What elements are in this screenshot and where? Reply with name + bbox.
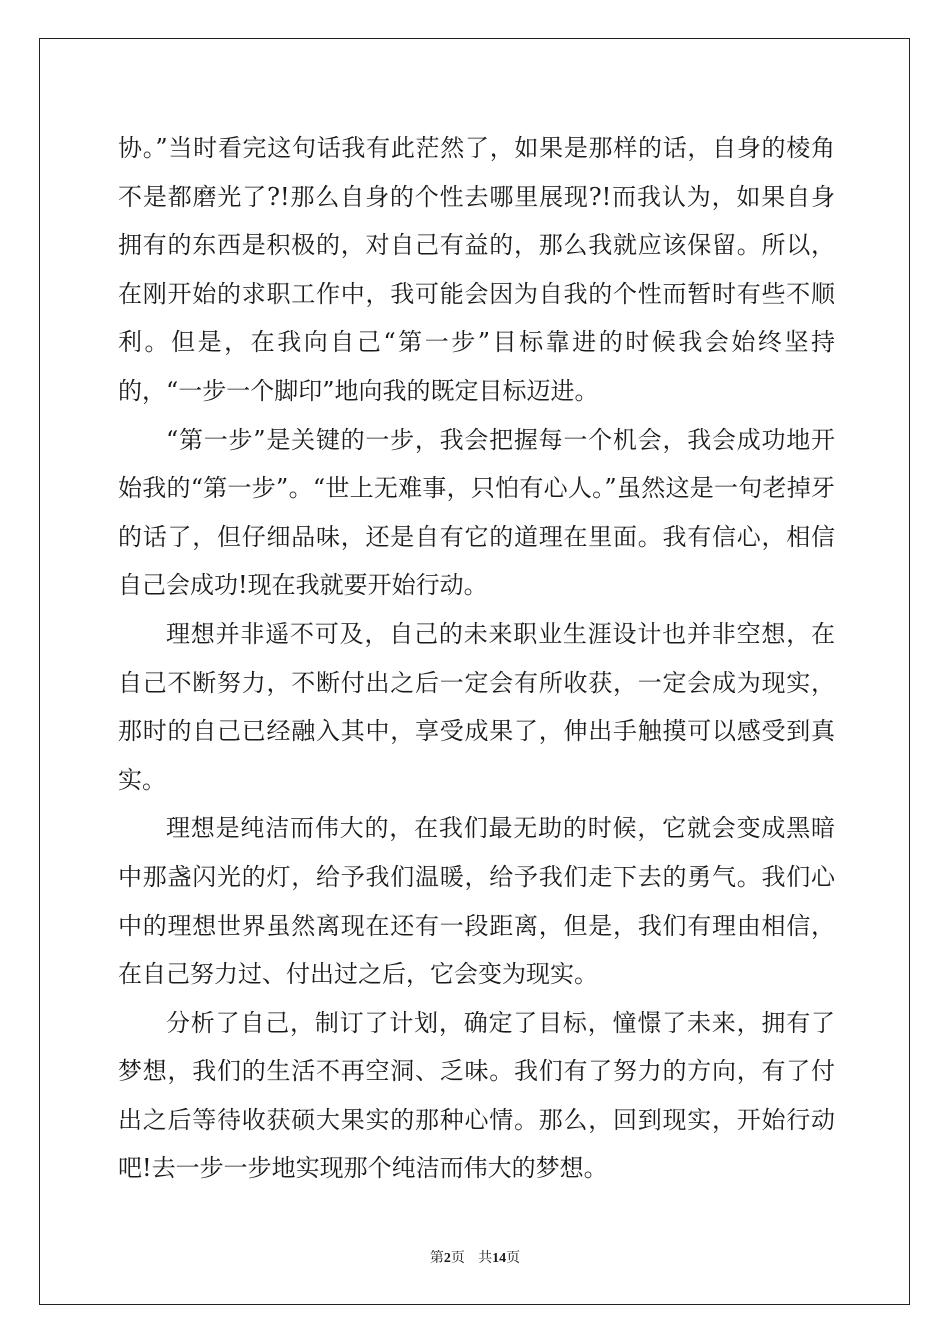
page-prefix: 第	[429, 1250, 444, 1266]
paragraph-5: 分析了自己，制订了计划，确定了目标，憧憬了未来，拥有了梦想，我们的生活不再空洞、乏味。我们有了努力的方向，有了付出之后等待收获硕大果实的那种心情。那么，回到现实，开始行动吧!去一步一步地实现那个纯洁而伟大的梦想。	[118, 1008, 835, 1183]
total-suffix: 页	[506, 1250, 521, 1266]
paragraph-3: 理想并非遥不可及，自己的未来职业生涯设计也并非空想，在自己不断努力，不断付出之后一定会有所收获，一定会成为现实，那时的自己已经融入其中，享受成果了，伸出手触摸可以感受到真实。	[118, 619, 835, 794]
paragraph-4: 理想是纯洁而伟大的，在我们最无助的时候，它就会变成黑暗中那盏闪光的灯，给予我们温暖，给予我们走下去的勇气。我们心中的理想世界虽然离现在还有一段距离，但是，我们有理由相信，在自己努力过、付出过之后，它会变为现实。	[118, 814, 835, 989]
page-suffix: 页	[450, 1250, 465, 1266]
document-body	[118, 124, 835, 1193]
total-pages: 14	[492, 1251, 507, 1266]
page-number: 2	[443, 1251, 451, 1266]
paragraph-1: 协。”当时看完这句话我有此茫然了，如果是那样的话，自身的棱角不是都磨光了?!那么自身的个性去哪里展现?!而我认为，如果自身拥有的东西是积极的，对自己有益的，那么我就应该保留。所以，在刚开始的求职工作中，我可能会因为自我的个性而暂时有些不顺利。但是，在我向自己“第一步”目标靠进的时候我会始终坚持的，“一步一个脚印”地向我的既定目标迈进。	[118, 134, 835, 405]
paragraph-2: “第一步”是关键的一步，我会把握每一个机会，我会成功地开始我的“第一步”。“世上无难事，只怕有心人。”虽然这是一句老掉牙的话了，但仔细品味，还是自有它的道理在里面。我有信心，相信自己会成功!现在我就要开始行动。	[118, 425, 835, 600]
total-prefix: 共	[478, 1250, 493, 1266]
page-footer	[0, 1247, 950, 1267]
